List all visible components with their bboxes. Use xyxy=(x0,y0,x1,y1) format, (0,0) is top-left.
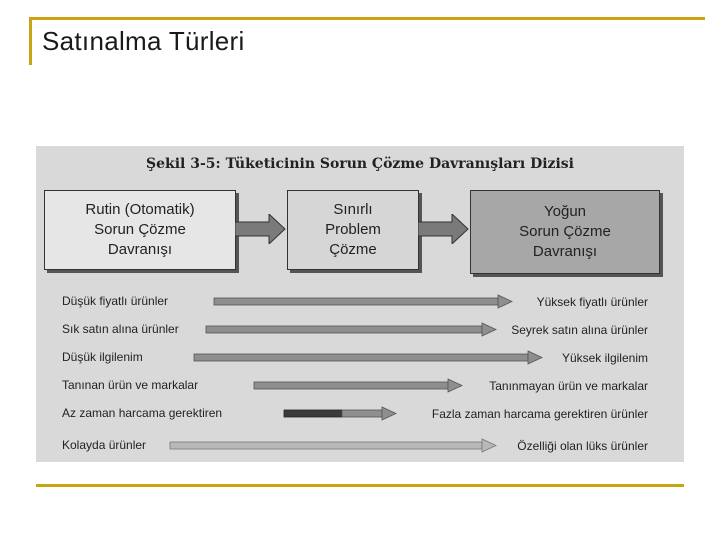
left-rule xyxy=(29,17,32,65)
row-left-label: Sık satın alına ürünler xyxy=(62,322,179,336)
box-label: Yoğun Sorun Çözme Davranışı xyxy=(519,203,611,260)
row-arrow-2 xyxy=(206,323,496,336)
slide-title: Satınalma Türleri xyxy=(42,26,245,56)
box-label: Rutin (Otomatik) Sorun Çözme Davranışı xyxy=(85,201,195,258)
box-label: Sınırlı Problem Çözme xyxy=(325,201,381,258)
row-arrow-4 xyxy=(254,379,462,392)
row-arrow-3 xyxy=(194,351,542,364)
row-left-label: Düşük ilgilenim xyxy=(62,350,143,364)
top-rule xyxy=(30,17,705,20)
scanned-figure xyxy=(36,146,684,462)
row-right-label: Tanınmayan ürün ve markalar xyxy=(489,379,648,393)
row-left-label: Kolayda ürünler xyxy=(62,438,147,452)
row-right-label: Özelliği olan lüks ürünler xyxy=(517,439,648,453)
figure-caption: Şekil 3-5: Tüketicinin Sorun Çözme Davranışları Dizisi xyxy=(146,156,575,172)
row-left-label: Tanınan ürün ve markalar xyxy=(62,378,199,392)
bottom-rule xyxy=(36,484,684,487)
row-right-label: Fazla zaman harcama gerektiren ürünler xyxy=(431,407,648,421)
row-right-label: Yüksek ilgilenim xyxy=(561,351,648,365)
row-left-label: Düşük fiyatlı ürünler xyxy=(62,294,169,308)
row-right-label: Yüksek fiyatlı ürünler xyxy=(536,295,648,309)
row-arrow-6 xyxy=(170,439,496,452)
row-left-label: Az zaman harcama gerektiren xyxy=(62,406,223,420)
row-arrow-5 xyxy=(284,407,396,420)
row-arrow-1 xyxy=(214,295,512,308)
row-right-label: Seyrek satın alına ürünler xyxy=(511,323,648,337)
